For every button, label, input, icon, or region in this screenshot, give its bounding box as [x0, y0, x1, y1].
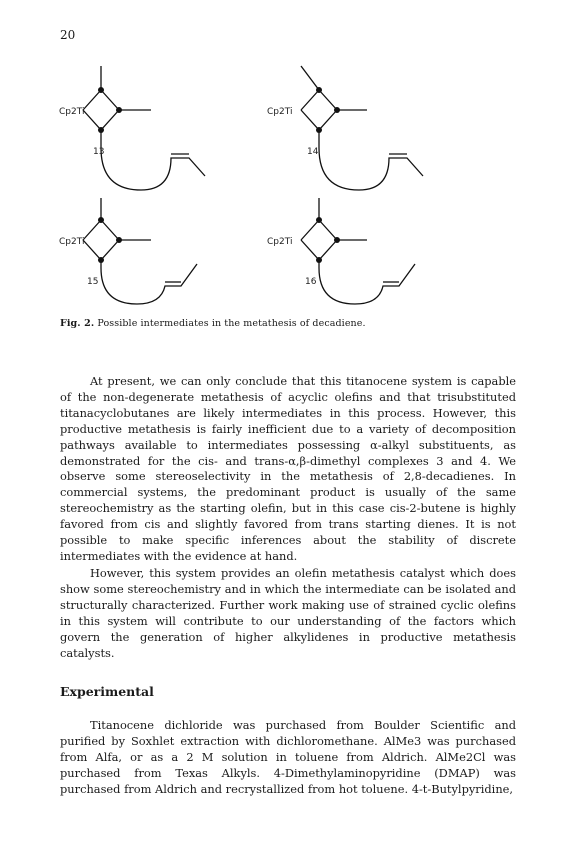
structure-14-number: 14 — [307, 147, 319, 157]
paragraph-2 — [60, 566, 516, 661]
structure-13-metal-label: Cp2Ti — [59, 107, 85, 117]
structure-15 — [83, 198, 197, 304]
experimental-paragraph-text: Titanocene dichloride was purchased from Boulder Scientific and purified by Soxhlet extraction with dichloromethane. AlMe3 was purchased from Alfa, or as a 2 M solution in toluene from Aldrich. AlMe2Cl was purchased from Texas Alkyls. 4-Dimethylaminopyridine (DMAP) was purchased from Aldrich and recrystallized from hot toluene. 4-t-Butylpyridine, — [60, 718, 516, 796]
page-number: 20 — [60, 28, 76, 42]
structure-16-number: 16 — [305, 277, 317, 287]
figure-caption-label: Fig. 2. — [60, 318, 95, 329]
paragraph-1 — [60, 374, 516, 565]
section-heading-experimental: Experimental — [60, 684, 154, 699]
experimental-paragraph — [60, 718, 516, 798]
structure-13-number: 13 — [93, 147, 105, 157]
structure-15-number: 15 — [87, 277, 99, 287]
figure-2 — [55, 58, 475, 328]
structure-14-metal-label: Cp2Ti — [267, 107, 293, 117]
figure-caption-text: Possible intermediates in the metathesis of decadiene. — [97, 318, 366, 329]
structure-16 — [301, 198, 415, 304]
structure-15-metal-label: Cp2Ti — [59, 237, 85, 247]
paragraph-1-text: At present, we can only conclude that this titanocene system is capable of the non-degenerate metathesis of acyclic olefins and that trisubstituted titanacyclobutanes are likely intermediates in this process. However, this productive metathesis is fairly inefficient due to a variety of decomposition pathways available to intermediates possessing α-alkyl substituents, as demonstrated for the cis- and trans-α,β-dimethyl complexes 3 and 4. We observe some stereoselectivity in the metathesis of 2,8-decadienes. In commercial systems, the predominant product is usually of the same stereochemistry as the starting olefin, but in this case cis-2-butene is highly favored from cis and slightly favored from trans starting dienes. It is not possible to make specific inferences about the stability of discrete intermediates with the evidence at hand. — [60, 374, 516, 563]
paragraph-2-text: However, this system provides an olefin metathesis catalyst which does show some stereochemistry and in which the intermediate can be isolated and structurally characterized. Further work making use of strained cyclic olefins in this system will contribute to our understanding of the factors which govern the generation of higher alkylidenes in productive metathesis catalysts. — [60, 566, 516, 660]
structure-16-metal-label: Cp2Ti — [267, 237, 293, 247]
figure-caption — [60, 318, 366, 329]
